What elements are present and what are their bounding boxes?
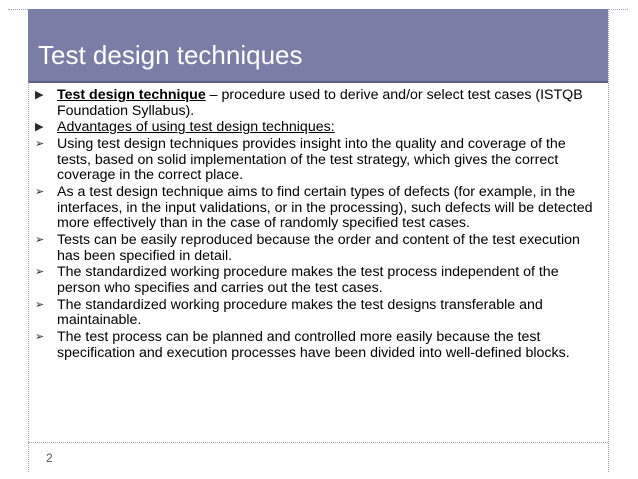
- item-text: [57, 88, 602, 119]
- definition-text: – procedure used to derive and/or select test cases (ISTQB Foundation Syllabus).: [57, 87, 583, 119]
- item-text: Tests can be easily reproduced because the order and content of the test execution has been specified in detail.: [57, 232, 580, 264]
- arrow-bullet-icon: ▶: [35, 89, 44, 101]
- item-text: As a test design technique aims to find certain types of defects (for example, in the interfaces, in the input validations, or in the processing), such defects will be detected more effectively than in the case of randomly specified test cases.: [57, 184, 593, 232]
- list-item: [34, 185, 602, 232]
- list-item: [34, 298, 602, 329]
- term-label: Test design technique: [57, 87, 206, 103]
- check-bullet-icon: ➢: [35, 298, 45, 311]
- title-bar: [28, 9, 608, 83]
- left-border: [28, 82, 29, 472]
- advantages-heading: Advantages of using test design techniques:: [57, 119, 335, 136]
- footer-divider: [28, 442, 608, 443]
- check-bullet-icon: ➢: [35, 234, 45, 247]
- check-bullet-icon: ➢: [35, 138, 45, 151]
- item-text: Using test design techniques provides insight into the quality and coverage of the tests, based on solid implementation of the test strategy, which gives the correct coverage in the correct place.: [57, 136, 566, 184]
- page-number: 2: [46, 451, 53, 465]
- item-text: The standardized working procedure makes the test designs transferable and maintainable.: [57, 296, 543, 329]
- check-bullet-icon: ➢: [35, 266, 45, 279]
- check-bullet-icon: ➢: [35, 331, 45, 344]
- slide-title: Test design techniques: [38, 40, 303, 70]
- list-item: [34, 120, 602, 136]
- bullet-list: [34, 88, 602, 363]
- list-item: [34, 233, 602, 264]
- right-border: [608, 9, 609, 472]
- list-item: [34, 137, 602, 184]
- item-text: The standardized working procedure makes the test process independent of the person who specifies and carries out the test cases.: [57, 264, 559, 297]
- item-text: The test process can be planned and controlled more easily because the test specification and execution processes have been divided into well-defined blocks.: [57, 329, 570, 361]
- arrow-bullet-icon: ▶: [35, 121, 44, 134]
- list-item: [34, 88, 602, 119]
- list-item: [34, 330, 602, 361]
- check-bullet-icon: ➢: [35, 186, 45, 199]
- list-item: [34, 265, 602, 296]
